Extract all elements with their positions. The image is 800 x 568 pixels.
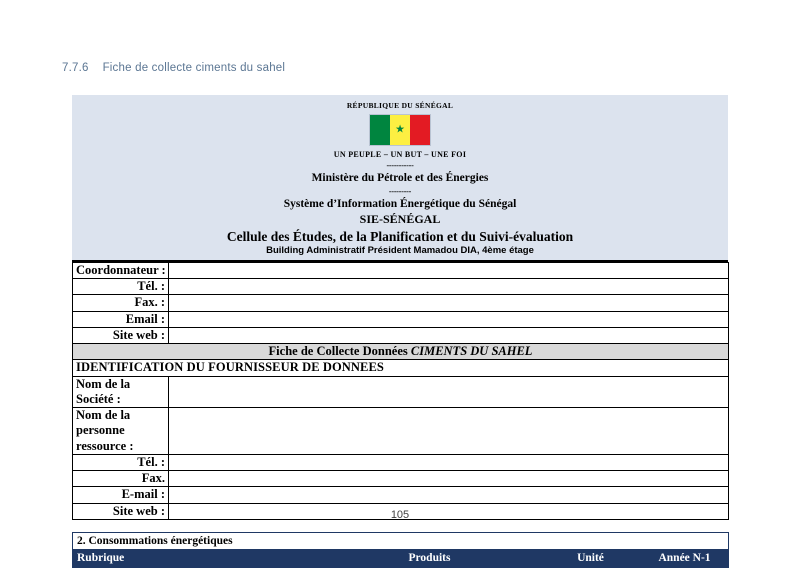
table-row-identification-heading xyxy=(73,360,729,376)
label-ident-email: E-mail : xyxy=(73,487,169,503)
column-header-produits: Produits xyxy=(319,550,541,567)
field-tel[interactable] xyxy=(169,279,729,295)
label-coordonnateur: Coordonnateur : xyxy=(73,262,169,278)
field-ident-fax[interactable] xyxy=(169,471,729,487)
form-title-cell xyxy=(73,344,729,360)
field-email[interactable] xyxy=(169,311,729,327)
consumption-column-header-row xyxy=(73,550,729,567)
consumption-section-title-row xyxy=(73,532,729,549)
consumption-section-title: 2. Consommations énergétiques xyxy=(73,532,729,549)
letterhead-banner xyxy=(72,95,728,262)
label-siteweb: Site web : xyxy=(73,327,169,343)
label-ident-siteweb: Site web : xyxy=(73,503,169,519)
field-ident-email[interactable] xyxy=(169,487,729,503)
column-header-unite: Unité xyxy=(541,550,641,567)
label-email: Email : xyxy=(73,311,169,327)
table-row-email xyxy=(73,311,729,327)
table-row-personne-ressource xyxy=(73,408,729,455)
consumption-table xyxy=(72,532,729,568)
field-personne-ressource[interactable] xyxy=(169,408,729,455)
flag-band-green xyxy=(370,115,390,145)
identification-heading: IDENTIFICATION DU FOURNISSEUR DE DONNEES xyxy=(73,360,729,376)
flag-star-icon: ★ xyxy=(395,123,405,136)
flag-band-red xyxy=(410,115,430,145)
table-row-ident-tel xyxy=(73,454,729,470)
system-name: Système d’Information Énergétique du Sénégal xyxy=(283,197,517,210)
table-row-ident-fax xyxy=(73,471,729,487)
ministry-name: Ministère du Pétrole et des Énergies xyxy=(311,172,489,184)
label-nom-societe: Nom de la Société : xyxy=(73,376,169,408)
system-abbreviation: SIE-SÉNÉGAL xyxy=(359,212,441,227)
field-coordonnateur[interactable] xyxy=(169,262,729,278)
page-number: 105 xyxy=(390,509,410,521)
republic-title: RÉPUBLIQUE DU SÉNÉGAL xyxy=(346,101,454,110)
form-title-entity: CIMENTS DU SAHEL xyxy=(410,344,533,359)
label-ident-fax: Fax. xyxy=(73,471,169,487)
label-ident-tel: Tél. : xyxy=(73,454,169,470)
table-row-ident-email xyxy=(73,487,729,503)
table-row-societe xyxy=(73,376,729,408)
office-address: Building Administratif Président Mamadou DIA, 4ème étage xyxy=(266,245,534,257)
section-heading xyxy=(62,62,285,74)
table-row-siteweb xyxy=(73,327,729,343)
document-body xyxy=(72,95,728,568)
form-table xyxy=(72,262,729,520)
table-row-tel xyxy=(73,279,729,295)
field-ident-tel[interactable] xyxy=(169,454,729,470)
form-title-prefix: Fiche de Collecte Données xyxy=(268,344,411,359)
national-motto: UN PEUPLE – UN BUT – UNE FOI xyxy=(333,150,467,159)
label-fax: Fax. : xyxy=(73,295,169,311)
table-row-fax xyxy=(73,295,729,311)
separator-short: --------- xyxy=(388,186,412,196)
table-spacer xyxy=(72,520,728,532)
table-row-form-title xyxy=(73,344,729,360)
field-nom-societe[interactable] xyxy=(169,376,729,408)
field-fax[interactable] xyxy=(169,295,729,311)
section-number: 7.7.6 xyxy=(62,62,89,74)
column-header-annee: Année N-1 xyxy=(641,550,729,567)
separator-long: ----------- xyxy=(386,161,414,170)
table-row-coordonnateur xyxy=(73,262,729,278)
label-personne-ressource: Nom de la personne ressource : xyxy=(73,408,169,455)
column-header-rubrique: Rubrique xyxy=(73,550,319,567)
flag-band-yellow xyxy=(390,115,410,145)
senegal-flag-icon xyxy=(369,114,431,146)
section-title: Fiche de collecte ciments du sahel xyxy=(102,62,286,74)
label-tel: Tél. : xyxy=(73,279,169,295)
unit-name: Cellule des Études, de la Planification et du Suivi-évaluation xyxy=(226,228,574,244)
field-siteweb[interactable] xyxy=(169,327,729,343)
